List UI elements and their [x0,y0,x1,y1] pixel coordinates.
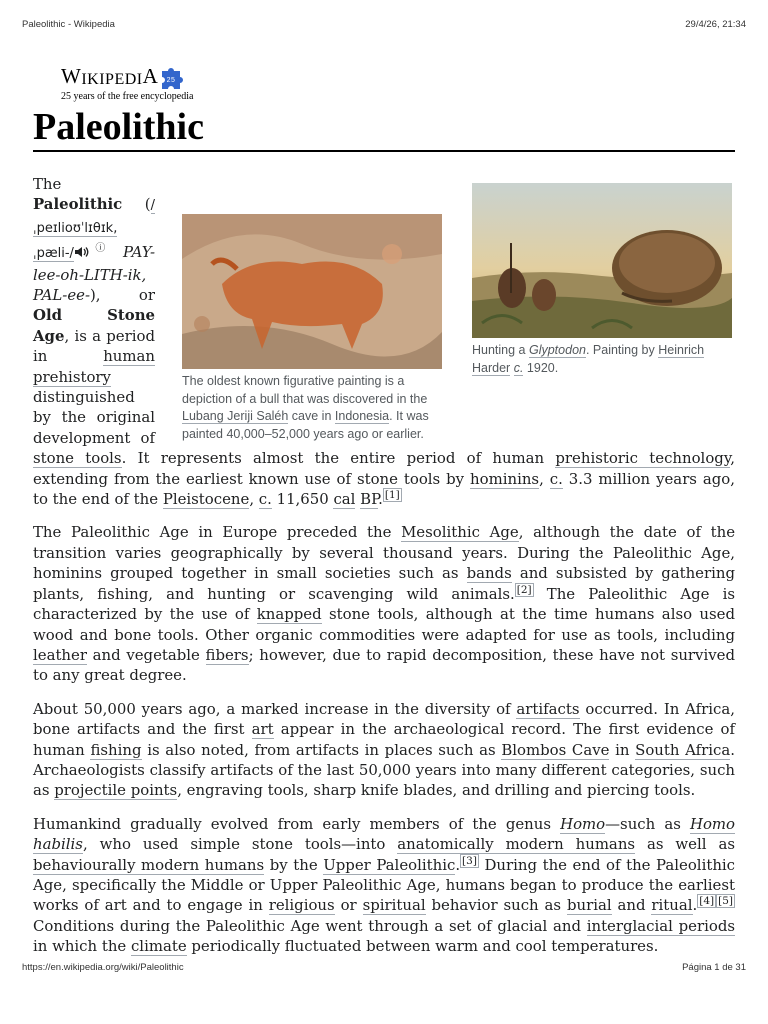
link-blombos-cave[interactable]: Blombos Cave [501,740,610,759]
link-south-africa[interactable]: South Africa [635,740,731,759]
ipa-link-alt[interactable]: ˌpæli-/ [33,246,74,262]
link-fibers[interactable]: fibers [205,645,249,664]
wordmark-tagline: 25 years of the free encyclopedia [61,91,194,102]
link-art[interactable]: art [251,720,274,739]
link-prehistory[interactable]: prehistory [33,367,111,386]
link-lubang-jeriji-saleh[interactable]: Lubang Jeriji Saléh [182,409,289,424]
link-prehistoric-technology[interactable]: prehistoric technology [555,449,731,468]
reference-2[interactable]: [2] [516,583,532,596]
link-circa[interactable]: c. [549,469,563,488]
reference-4[interactable]: [4] [699,895,715,908]
wikipedia-wordmark: W IKIPEDI A 25 [61,64,183,89]
link-glyptodon[interactable]: Glyptodon [528,343,586,357]
title-divider [33,150,735,152]
link-fishing[interactable]: fishing [90,740,142,759]
paragraph-evolution: Humankind gradually evolved from early members of the genus Homo—such as Homo habilis, who used simple stone tools—into anatomically modern humans as well as behaviourally modern humans by the Upper Paleolithic. [3] During the end of the Paleolithic Age, specifically the Middle or Upper Paleolithic Age, humans began to produce the earliest works of art and to engage in religious or spiritual behavior such as burial and ritual. [4] [5] Conditions during the Paleolithic Age went through a set of glacial and interglacial periods in which the climate periodically fluctuated between warm and cool temperatures. [33,814,736,956]
paragraph-artifacts: About 50,000 years ago, a marked increase in the diversity of artifacts occurred. In Africa, bone artifacts and the first art appear in the archaeological record. The first evidence of human fishing is also noted, from artifacts in places such as Blombos Cave in South Africa. Archaeologists classify artifacts of the last 50,000 years into many different categories, such as projectile points, engraving tools, sharp knife blades, and drilling and piercing tools. [33,699,735,800]
link-heinrich-harder[interactable]: Heinrich Harder [472,343,705,375]
reference-1[interactable]: [1] [384,489,400,502]
wikipedia-logo[interactable] [61,64,193,102]
reference-3[interactable]: [3] [462,854,477,867]
link-human[interactable]: human [103,347,155,366]
link-hominins[interactable]: hominins [470,469,540,488]
print-footer [22,962,746,973]
print-header [22,19,746,30]
link-bp[interactable]: BP [360,490,379,509]
print-footer-page: Página 1 de 31 [682,962,746,973]
paragraph-europe: The Paleolithic Age in Europe preceded the Mesolithic Age, although the date of the transition varies geographically by several thousand years. During the Paleolithic Age, hominins grouped together in small societies such as bands and subsisted by gathering plants, fishing, and hunting or scavenging wild animals. [2] The Paleolithic Age is characterized by the use of knapped stone tools, although at the time humans also used wood and bone tools. Other organic commodities were adapted for use as tools, including leather and vegetable fibers; however, due to rapid decomposition, these have not survived to any great degree. [33,523,736,685]
link-stone-tools[interactable]: stone tools [33,449,122,468]
glyptodon-painting-image[interactable] [472,183,732,338]
link-leather[interactable]: leather [33,645,87,664]
info-icon[interactable]: ⓘ [88,243,112,255]
link-burial[interactable]: burial [566,896,612,915]
figure-caption: The oldest known figurative painting is a depiction of a bull that was discovered in the Lubang Jeriji Saléh cave in Indonesia. It was painted 40,000–52,000 years ago or earlier. [182,374,429,441]
link-artifacts[interactable]: artifacts [516,699,580,718]
speaker-icon[interactable] [74,246,89,258]
figure-glyptodon [472,183,732,377]
link-mesolithic-age[interactable]: Mesolithic Age [401,523,519,542]
link-behaviourally-modern-humans[interactable]: behaviourally modern humans [33,855,265,874]
puzzle-globe-icon [159,67,183,91]
link-knapped[interactable]: knapped [256,605,322,624]
print-footer-url: https://en.wikipedia.org/wiki/Paleolithic [22,962,184,973]
term-paleolithic: Paleolithic [33,195,123,214]
ipa-link[interactable]: /ˌpeɪlioʊˈlɪθɪk, [33,198,155,236]
link-climate[interactable]: climate [130,937,187,956]
link-homo[interactable]: Homo [560,814,606,833]
link-spiritual[interactable]: spiritual [362,896,426,915]
article-body [33,174,735,970]
link-circa[interactable]: c. [513,360,524,375]
figure-cave-painting [182,214,442,443]
badge-number: 25 [166,77,176,84]
reference-5[interactable]: [5] [718,895,734,908]
term-old-stone-age: Old Stone Age [33,306,155,345]
print-header-title: Paleolithic - Wikipedia [22,19,115,30]
link-circa[interactable]: c. [258,490,272,509]
link-indonesia[interactable]: Indonesia [334,409,390,424]
respelling: PAY-lee-oh-LITH-ik, PAL-ee- [33,243,156,304]
link-religious[interactable]: religious [268,896,335,915]
paragraph-intro: The Paleolithic (/ˌpeɪlioʊˈlɪθɪk, ˌpæli-/ ⓘ PAY-lee-oh-LITH-ik, PAL-ee-), or Old Stone Age, is a period in human prehistory distinguished by the original development of stone tools. It represents almost the entire period of human prehistoric technology, extending from the earliest known use of stone tools by hominins, c. 3.3 million years ago, to the end of the Pleistocene, c. 11,650 cal BP. [1] [33,175,736,509]
link-ritual[interactable]: ritual [651,896,693,915]
link-upper-paleolithic[interactable]: Upper Paleolithic [323,855,456,874]
link-anatomically-modern-humans[interactable]: anatomically modern humans [397,835,636,854]
link-bands[interactable]: bands [466,564,512,583]
link-pleistocene[interactable]: Pleistocene [162,490,250,509]
cave-painting-bull-image[interactable] [182,214,442,369]
link-homo-habilis[interactable]: Homo habilis [33,814,735,854]
page-title: Paleolithic [33,106,204,148]
link-cal[interactable]: cal [333,490,356,509]
link-interglacial-periods[interactable]: interglacial periods [586,916,735,935]
print-header-datetime: 29/4/26, 21:34 [685,19,746,30]
figure-caption: Hunting a Glyptodon. Painting by Heinrich Harder c. 1920. [472,343,705,375]
link-projectile-points[interactable]: projectile points [54,781,178,800]
